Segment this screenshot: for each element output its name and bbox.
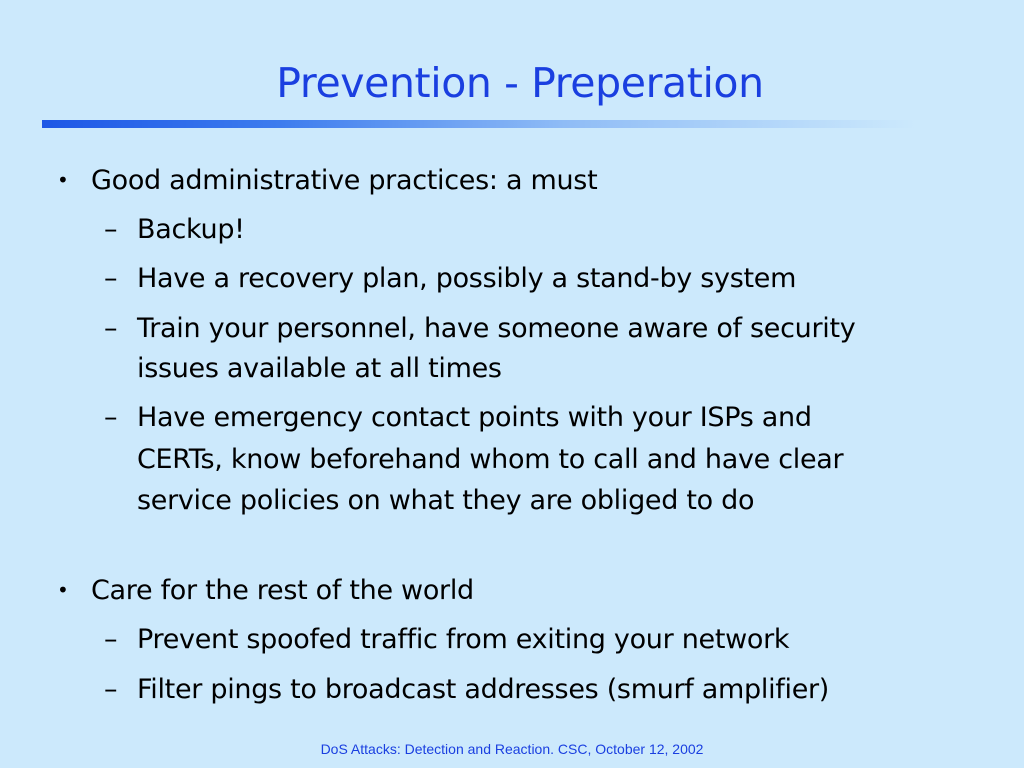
- subitem-line: Train your personnel, have someone aware of security: [137, 313, 856, 344]
- subitem-line: issues available at all times: [137, 353, 502, 384]
- dash-marker: –: [104, 402, 118, 433]
- bullet-text: Good administrative practices: a must: [91, 165, 598, 196]
- bullet-text: Care for the rest of the world: [91, 575, 474, 606]
- subitem-line: Backup!: [137, 214, 245, 245]
- subitem-line: Filter pings to broadcast addresses (smurf amplifier): [137, 674, 830, 705]
- dash-marker: –: [104, 624, 118, 655]
- bullet-marker: •: [57, 578, 69, 602]
- bullet-marker: •: [57, 168, 69, 192]
- dash-marker: –: [104, 674, 118, 705]
- subitem-line: service policies on what they are obliged to do: [137, 485, 755, 516]
- title-underline: [42, 120, 992, 128]
- dash-marker: –: [104, 313, 118, 344]
- dash-marker: –: [104, 263, 118, 294]
- subitem-line: Have emergency contact points with your ISPs and: [137, 402, 812, 433]
- slide-footer: DoS Attacks: Detection and Reaction. CSC, October 12, 2002: [320, 741, 704, 757]
- subitem-line: Have a recovery plan, possibly a stand-by system: [137, 263, 797, 294]
- slide-title: Prevention - Preperation: [276, 59, 764, 107]
- dash-marker: –: [104, 214, 118, 245]
- subitem-line: CERTs, know beforehand whom to call and have clear: [137, 444, 844, 475]
- subitem-line: Prevent spoofed traffic from exiting your network: [137, 624, 790, 655]
